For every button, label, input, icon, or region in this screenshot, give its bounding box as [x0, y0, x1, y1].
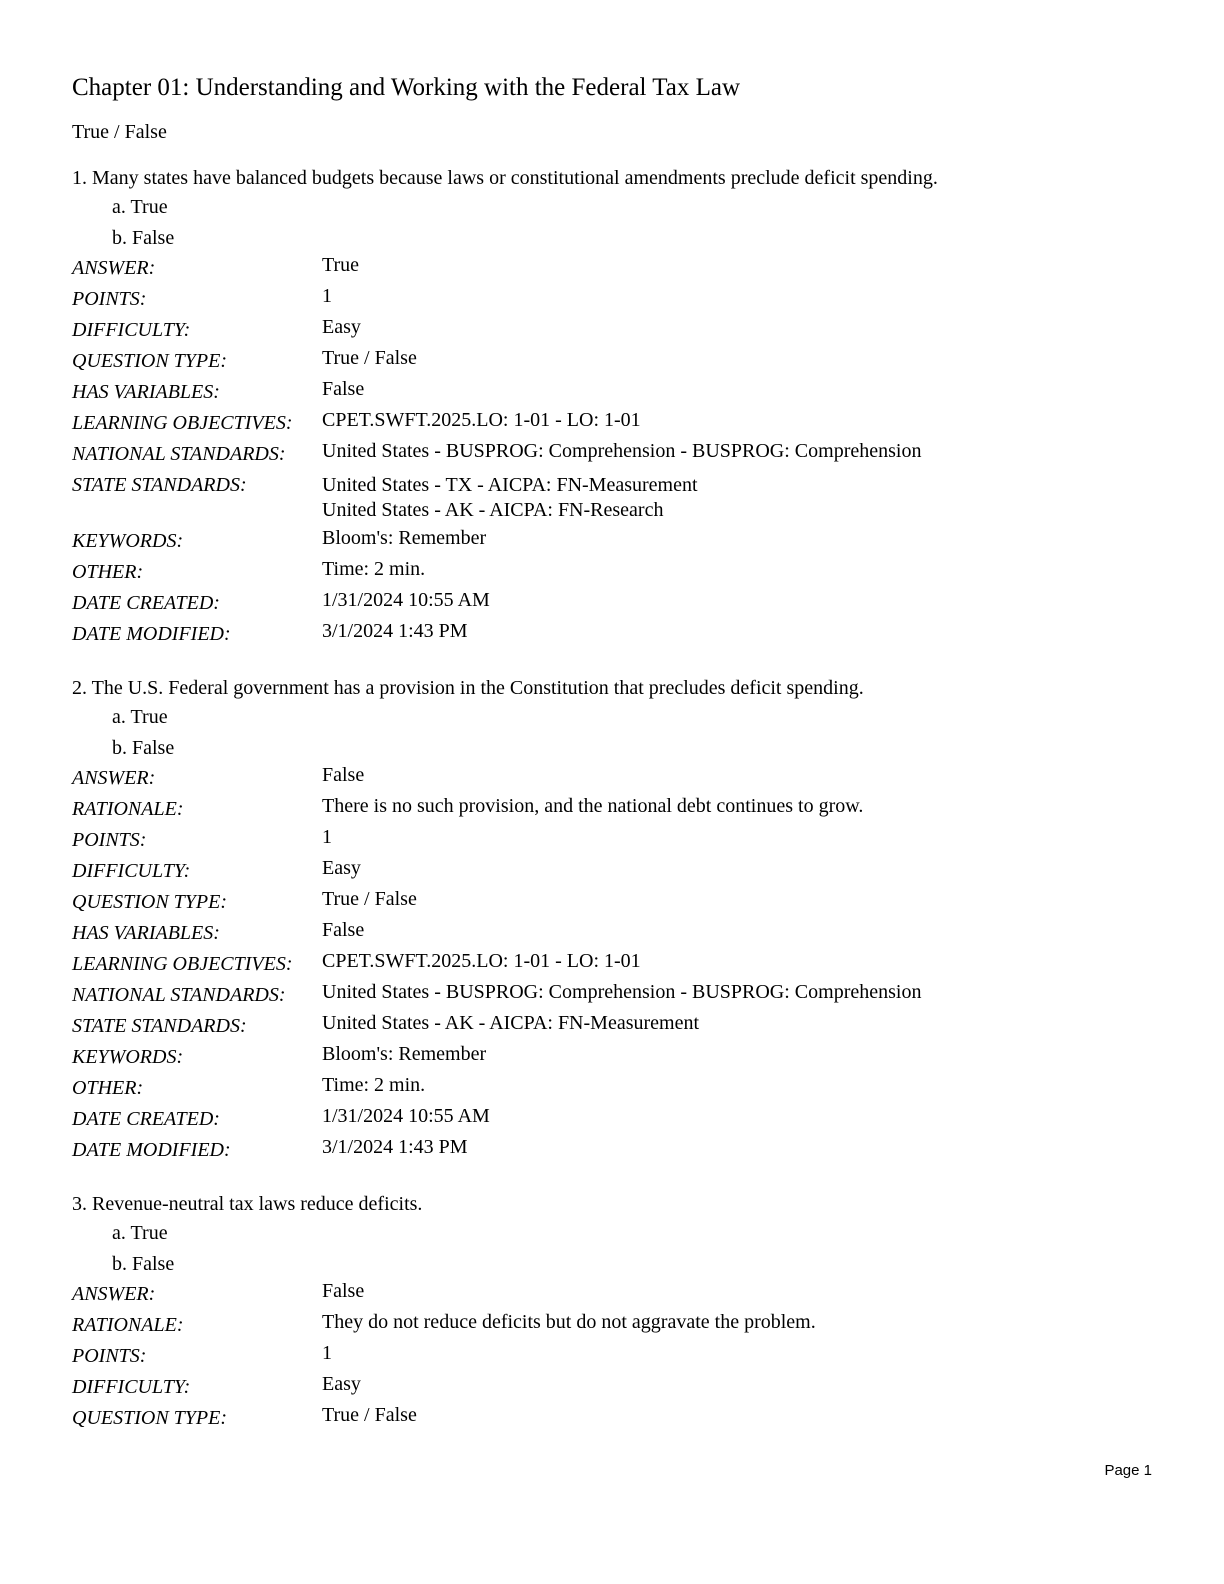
- metadata-label: HAS VARIABLES:: [72, 381, 220, 403]
- metadata-value: [322, 794, 921, 825]
- metadata-label: RATIONALE:: [72, 798, 184, 820]
- metadata-value-line: 3/1/2024 1:43 PM: [322, 1136, 468, 1158]
- answer-option: a. True: [112, 1222, 168, 1244]
- metadata-value-line: 1/31/2024 10:55 AM: [322, 589, 490, 611]
- metadata-label: KEYWORDS:: [72, 530, 184, 552]
- metadata-value-line: Easy: [322, 316, 361, 338]
- metadata-value-line: United States - AK - AICPA: FN-Research: [322, 499, 664, 521]
- metadata-row: [72, 377, 921, 408]
- metadata-label: DIFFICULTY:: [72, 1376, 191, 1398]
- metadata-row: [72, 980, 921, 1011]
- metadata-value-line: United States - BUSPROG: Comprehension - BUSPROG: Comprehension: [322, 981, 922, 1003]
- metadata-value-line: False: [322, 1280, 365, 1302]
- metadata-row: [72, 1372, 816, 1403]
- question-metadata-table: [72, 253, 921, 650]
- metadata-row: [72, 1403, 816, 1434]
- metadata-value-line: Easy: [322, 857, 361, 879]
- metadata-value-line: False: [322, 764, 365, 786]
- question-stem: 2. The U.S. Federal government has a provision in the Constitution that precludes deficit spending.: [72, 677, 864, 699]
- metadata-value: [322, 526, 921, 557]
- metadata-label: NATIONAL STANDARDS:: [72, 984, 286, 1006]
- metadata-row: [72, 918, 921, 949]
- metadata-row: [72, 408, 921, 439]
- metadata-row: [72, 825, 921, 856]
- metadata-row: [72, 284, 921, 315]
- metadata-value-line: 3/1/2024 1:43 PM: [322, 620, 468, 642]
- metadata-value-line: Easy: [322, 1373, 361, 1395]
- metadata-label: RATIONALE:: [72, 1314, 184, 1336]
- metadata-value-line: United States - TX - AICPA: FN-Measurement: [322, 474, 698, 496]
- answer-option: b. False: [112, 226, 175, 249]
- chapter-title: Chapter 01: Understanding and Working with the Federal Tax Law: [72, 74, 741, 101]
- metadata-value: [322, 557, 921, 588]
- metadata-value-line: CPET.SWFT.2025.LO: 1-01 - LO: 1-01: [322, 409, 641, 431]
- metadata-value: [322, 1042, 921, 1073]
- metadata-label: STATE STANDARDS:: [72, 1015, 247, 1037]
- metadata-row: [72, 315, 921, 346]
- metadata-row: [72, 1011, 921, 1042]
- section-heading: True / False: [72, 121, 167, 143]
- metadata-value-line: True / False: [322, 347, 417, 369]
- metadata-label: LEARNING OBJECTIVES:: [72, 953, 293, 975]
- metadata-value: [322, 346, 921, 377]
- metadata-value-line: True: [322, 254, 360, 276]
- metadata-value: [322, 918, 921, 949]
- metadata-row: [72, 949, 921, 980]
- metadata-label: QUESTION TYPE:: [72, 350, 228, 372]
- metadata-value: [322, 315, 921, 346]
- question-block: [72, 674, 1152, 1166]
- metadata-value: [322, 619, 921, 650]
- metadata-value: [322, 1310, 816, 1341]
- metadata-value: [322, 377, 921, 408]
- metadata-label: QUESTION TYPE:: [72, 1407, 228, 1429]
- question-metadata-table: [72, 763, 921, 1166]
- question-block: [72, 1190, 1152, 1434]
- metadata-value: [322, 470, 921, 526]
- answer-option: b. False: [112, 736, 175, 759]
- metadata-value: [322, 949, 921, 980]
- metadata-value-line: Bloom's: Remember: [322, 527, 487, 549]
- metadata-value: [322, 1011, 921, 1042]
- question-list: [72, 164, 1152, 1434]
- metadata-value-line: There is no such provision, and the national debt continues to grow.: [322, 795, 864, 817]
- metadata-value-line: 1: [322, 1342, 332, 1364]
- metadata-value: [322, 1279, 816, 1310]
- metadata-row: [72, 1104, 921, 1135]
- question-stem: 3. Revenue-neutral tax laws reduce deficits.: [72, 1193, 423, 1215]
- metadata-value-line: True / False: [322, 888, 417, 910]
- metadata-value: [322, 887, 921, 918]
- metadata-value: [322, 1403, 816, 1434]
- metadata-value: [322, 763, 921, 794]
- metadata-row: [72, 1279, 816, 1310]
- metadata-row: [72, 1135, 921, 1166]
- metadata-value-line: Bloom's: Remember: [322, 1043, 487, 1065]
- metadata-value-line: Time: 2 min.: [322, 558, 426, 580]
- metadata-value: [322, 408, 921, 439]
- metadata-value-line: 1/31/2024 10:55 AM: [322, 1105, 490, 1127]
- document-page: [72, 70, 1152, 1458]
- answer-option: a. True: [112, 196, 168, 218]
- metadata-value: [322, 253, 921, 284]
- metadata-row: [72, 526, 921, 557]
- metadata-label: POINTS:: [72, 1345, 147, 1367]
- metadata-value: [322, 284, 921, 315]
- metadata-label: HAS VARIABLES:: [72, 922, 220, 944]
- metadata-label: ANSWER:: [72, 257, 156, 279]
- metadata-label: KEYWORDS:: [72, 1046, 184, 1068]
- metadata-value-line: 1: [322, 826, 332, 848]
- metadata-label: DATE CREATED:: [72, 592, 220, 614]
- metadata-value-line: 1: [322, 285, 332, 307]
- metadata-value: [322, 1073, 921, 1104]
- metadata-label: STATE STANDARDS:: [72, 474, 247, 496]
- metadata-row: [72, 588, 921, 619]
- metadata-value-line: They do not reduce deficits but do not aggravate the problem.: [322, 1311, 816, 1333]
- metadata-value: [322, 825, 921, 856]
- answer-option: a. True: [112, 706, 168, 728]
- metadata-row: [72, 253, 921, 284]
- metadata-label: DATE CREATED:: [72, 1108, 220, 1130]
- metadata-row: [72, 439, 921, 470]
- metadata-row: [72, 763, 921, 794]
- metadata-label: DATE MODIFIED:: [72, 1139, 231, 1161]
- answer-option: b. False: [112, 1252, 175, 1275]
- question-metadata-table: [72, 1279, 816, 1434]
- metadata-label: DIFFICULTY:: [72, 860, 191, 882]
- metadata-row: [72, 346, 921, 377]
- metadata-value: [322, 980, 921, 1011]
- metadata-row: [72, 887, 921, 918]
- metadata-value-line: True / False: [322, 1404, 417, 1426]
- metadata-value: [322, 1372, 816, 1403]
- metadata-value-line: United States - BUSPROG: Comprehension - BUSPROG: Comprehension: [322, 440, 922, 462]
- metadata-label: NATIONAL STANDARDS:: [72, 443, 286, 465]
- metadata-row: [72, 856, 921, 887]
- metadata-row: [72, 470, 921, 526]
- metadata-label: OTHER:: [72, 1077, 144, 1099]
- metadata-row: [72, 1310, 816, 1341]
- metadata-row: [72, 1073, 921, 1104]
- metadata-label: POINTS:: [72, 829, 147, 851]
- metadata-row: [72, 794, 921, 825]
- metadata-value-line: False: [322, 378, 365, 400]
- metadata-value-line: Time: 2 min.: [322, 1074, 426, 1096]
- metadata-row: [72, 1042, 921, 1073]
- question-stem: 1. Many states have balanced budgets because laws or constitutional amendments preclude deficit spending.: [72, 167, 938, 189]
- metadata-value-line: False: [322, 919, 365, 941]
- metadata-label: DATE MODIFIED:: [72, 623, 231, 645]
- metadata-row: [72, 1341, 816, 1372]
- metadata-row: [72, 557, 921, 588]
- metadata-label: OTHER:: [72, 561, 144, 583]
- metadata-value-line: United States - AK - AICPA: FN-Measurement: [322, 1012, 700, 1034]
- metadata-value: [322, 856, 921, 887]
- metadata-label: QUESTION TYPE:: [72, 891, 228, 913]
- metadata-label: ANSWER:: [72, 1283, 156, 1305]
- metadata-label: POINTS:: [72, 288, 147, 310]
- metadata-label: ANSWER:: [72, 767, 156, 789]
- metadata-value: [322, 1135, 921, 1166]
- page-number: Page 1: [1104, 1462, 1152, 1479]
- metadata-row: [72, 619, 921, 650]
- metadata-label: DIFFICULTY:: [72, 319, 191, 341]
- metadata-label: LEARNING OBJECTIVES:: [72, 412, 293, 434]
- metadata-value: [322, 588, 921, 619]
- metadata-value: [322, 1104, 921, 1135]
- metadata-value: [322, 1341, 816, 1372]
- question-block: [72, 164, 1152, 650]
- metadata-value: [322, 439, 921, 470]
- metadata-value-line: CPET.SWFT.2025.LO: 1-01 - LO: 1-01: [322, 950, 641, 972]
